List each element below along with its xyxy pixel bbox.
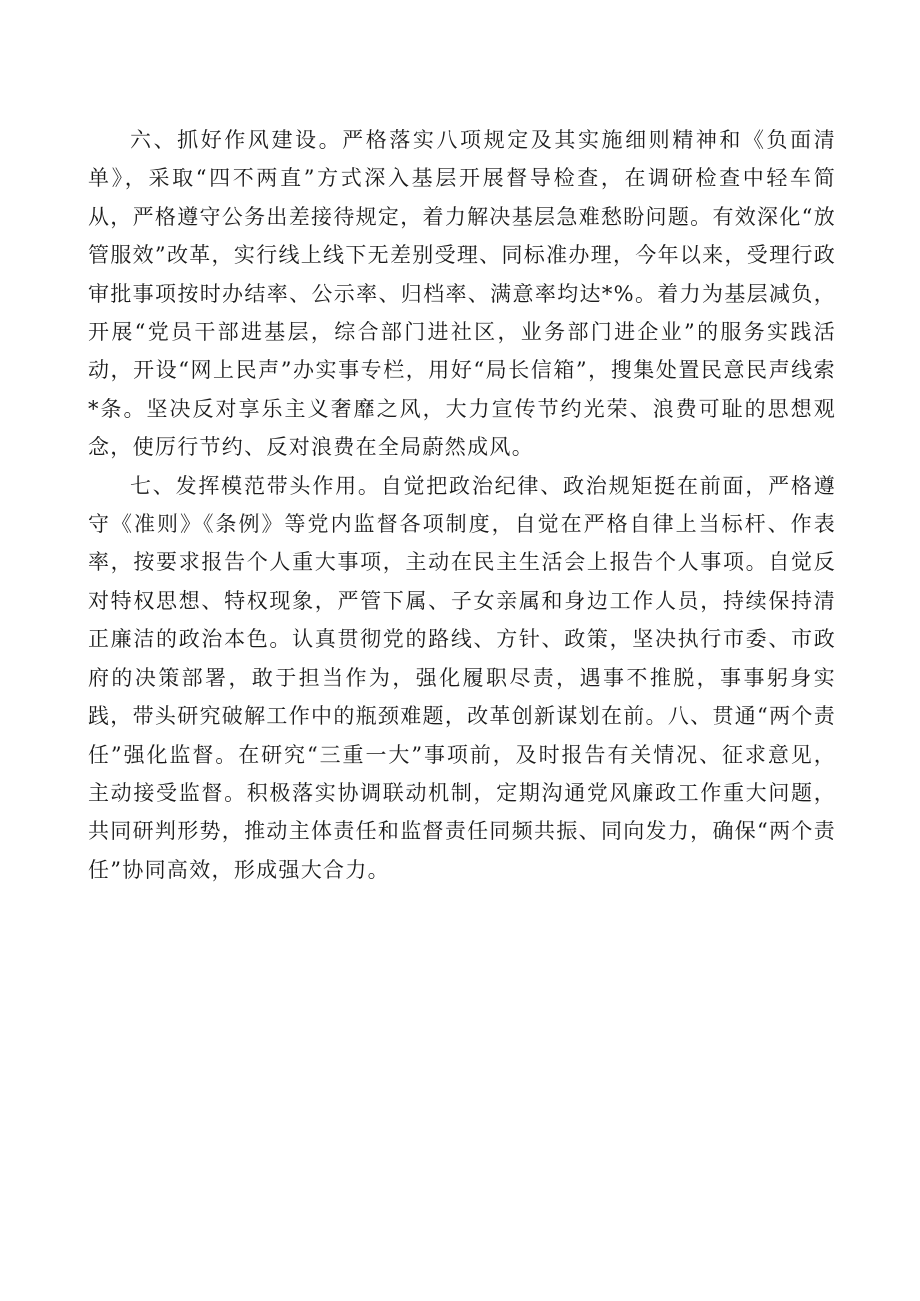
paragraph-work-style: 六、抓好作风建设。严格落实八项规定及其实施细则精神和《负面清单》，采取“四不两直”方式深入基层开展督导检查，在调研检查中轻车简从，严格遵守公务出差接待规定，着力解决基层急难愁盼问题。有效深化“放管服效”改革，实行线上线下无差别受理、同标准办理，今年以来，受理行政审批事项按时办结率、公示率、归档率、满意率均达*%。着力为基层减负，开展“党员干部进基层，综合部门进社区，业务部门进企业”的服务实践活动，开设“网上民声”办实事专栏，用好“局长信箱”，搜集处置民意民声线索*条。坚决反对享乐主义奢靡之风，大力宣传节约光荣、浪费可耻的思想观念，使厉行节约、反对浪费在全局蔚然成风。	[88, 128, 836, 460]
paragraph-exemplary-role: 七、发挥模范带头作用。自觉把政治纪律、政治规矩挺在前面，严格遵守《准则》《条例》等党内监督各项制度，自觉在严格自律上当标杆、作表率，按要求报告个人重大事项，主动在民主生活会上报告个人事项。自觉反对特权思想、特权现象，严管下属、子女亲属和身边工作人员，持续保持清正廉洁的政治本色。认真贯彻党的路线、方针、政策，坚决执行市委、市政府的决策部署，敢于担当作为，强化履职尽责，遇事不推脱，事事躬身实践，带头研究破解工作中的瓶颈难题，改革创新谋划在前。八、贯通“两个责任”强化监督。在研究“三重一大”事项前，及时报告有关情况、征求意见，主动接受监督。积极落实协调联动机制，定期沟通党风廉政工作重大问题，共同研判形势，推动主体责任和监督责任同频共振、同向发力，确保“两个责任”协同高效，形成强大合力。	[88, 473, 836, 882]
document-body	[88, 121, 836, 889]
